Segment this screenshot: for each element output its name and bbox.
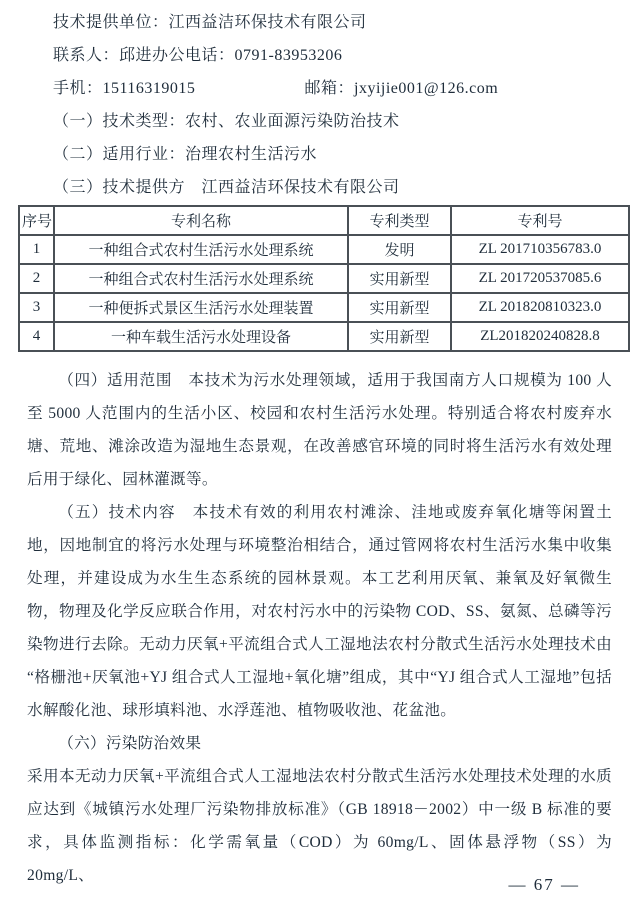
contact-line: 联系人：邱进办公电话：0791-83953206 <box>53 47 343 64</box>
table-row <box>19 322 629 351</box>
document-body <box>27 364 612 892</box>
item-tech-type: （一）技术类型：农村、农业面源污染防治技术 <box>53 113 400 130</box>
table-cell: 1 <box>19 235 54 264</box>
section-effect-body: 采用本无动力厌氧+平流组合式人工湿地法农村分散式生活污水处理技术处理的水质应达到《城镇污水处理厂污染物排放标准》（GB 18918－2002）中一级 B 标准的要求，具体监测指标：化学需氧量（COD）为 60mg/L、固体悬浮物（SS）为 20mg/L、 <box>27 768 612 884</box>
table-cell: 一种组合式农村生活污水处理系统 <box>54 235 348 264</box>
table-cell: 4 <box>19 322 54 351</box>
table-row <box>19 293 629 322</box>
table-cell: 一种车载生活污水处理设备 <box>54 322 348 351</box>
table-row <box>19 235 629 264</box>
section-content: （五）技术内容 本技术有效的利用农村滩涂、洼地或废弃氧化塘等闲置土地，因地制宜的将污水处理与环境整治相结合，通过管网将农村生活污水集中收集处理，并建设成为水生生态系统的园林景观。本工艺利用厌氧、兼氧及好氧微生物，物理及化学反应联合作用，对农村污水中的污染物 COD、SS、氨氮、总磷等污染物进行去除。无动力厌氧+平流组合式人工湿地法农村分散式生活污水处理技术由“格栅池+厌氧池+YJ 组合式人工湿地+氧化塘”组成，其中“YJ 组合式人工湿地”包括水解酸化池、球形填料池、水浮莲池、植物吸收池、花盆池。 <box>27 504 612 719</box>
email-address: 邮箱：jxyijie001@126.com <box>304 80 499 97</box>
item-industry: （二）适用行业：治理农村生活污水 <box>53 146 318 163</box>
patent-table-wrap <box>0 205 635 352</box>
table-cell: 一种便拆式景区生活污水处理装置 <box>54 293 348 322</box>
patent-table-body <box>19 235 629 351</box>
page-number: — 67 — <box>508 875 580 894</box>
patent-table <box>18 205 630 352</box>
table-cell: 3 <box>19 293 54 322</box>
patent-column-header: 专利名称 <box>54 206 348 235</box>
section-effect-heading: （六）污染防治效果 <box>58 735 202 752</box>
section-scope: （四）适用范围 本技术为污水处理领域，适用于我国南方人口规模为 100 人至 5000 人范围内的生活小区、校园和农村生活污水处理。特别适合将农村废弃水塘、荒地、滩涂改造为湿地生态景观，在改善感官环境的同时将生活污水有效处理后用于绿化、园林灌溉等。 <box>27 372 612 488</box>
table-cell: 2 <box>19 264 54 293</box>
table-cell: ZL 201720537085.6 <box>451 264 629 293</box>
mobile-number: 手机：15116319015 <box>53 80 196 97</box>
table-cell: 发明 <box>348 235 451 264</box>
patent-table-header-row <box>19 206 629 235</box>
item-provider: （三）技术提供方 江西益洁环保技术有限公司 <box>53 179 400 196</box>
table-cell: ZL201820240828.8 <box>451 322 629 351</box>
table-cell: 实用新型 <box>348 264 451 293</box>
table-cell: 实用新型 <box>348 322 451 351</box>
patent-column-header: 专利号 <box>451 206 629 235</box>
table-cell: ZL 201820810323.0 <box>451 293 629 322</box>
table-row <box>19 264 629 293</box>
mobile-email-line <box>53 72 612 105</box>
table-cell: 实用新型 <box>348 293 451 322</box>
table-cell: 一种组合式农村生活污水处理系统 <box>54 264 348 293</box>
patent-column-header: 序号 <box>19 206 54 235</box>
patent-column-header: 专利类型 <box>348 206 451 235</box>
provider-line: 技术提供单位：江西益洁环保技术有限公司 <box>53 14 367 31</box>
document-header <box>0 0 635 204</box>
table-cell: ZL 201710356783.0 <box>451 235 629 264</box>
